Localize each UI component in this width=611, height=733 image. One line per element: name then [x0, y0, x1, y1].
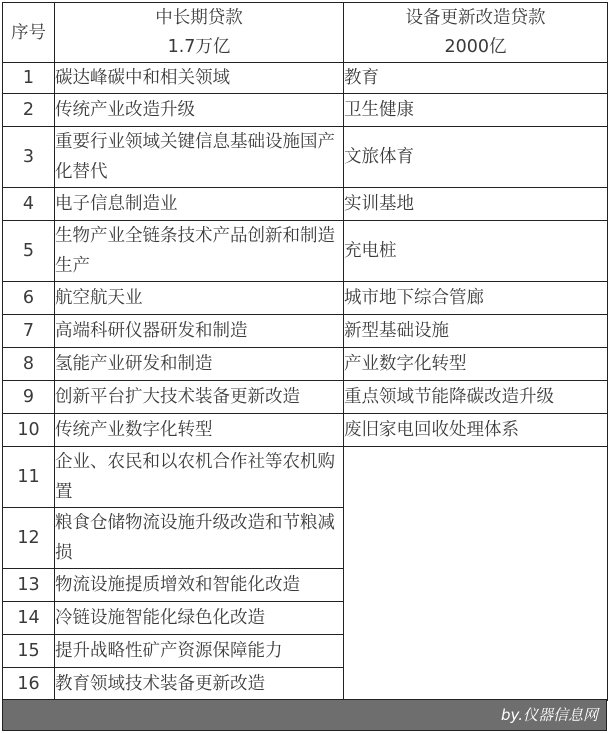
eq-loan-text: 教育: [344, 68, 379, 88]
mid-loan-text: 生物产业全链条技术产品创新和制造生产: [55, 226, 335, 276]
row-number: 16: [3, 668, 55, 701]
mid-loan-text: 传统产业数字化转型: [55, 420, 213, 440]
table-row: [3, 315, 608, 348]
source-credit: by.仪器信息网: [500, 706, 598, 724]
table-row: [3, 221, 608, 282]
eq-loan-text: 卫生健康: [344, 100, 414, 120]
mid-loan-text: 提升战略性矿产资源保障能力: [55, 641, 283, 661]
row-number: 3: [3, 127, 55, 188]
table-row: [3, 94, 608, 127]
table-row: [3, 381, 608, 414]
mid-loan-text: 重要行业领域关键信息基础设施国产化替代: [55, 132, 335, 182]
mid-loan-text: 粮食仓储物流设施升级改造和节粮减损: [55, 513, 335, 563]
mid-loan-item: [55, 127, 344, 188]
table-row: [3, 127, 608, 188]
eq-loan-item: [344, 94, 608, 127]
mid-loan-item: [55, 63, 344, 94]
eq-loan-text: 重点领域节能降碳改造升级: [344, 387, 554, 407]
eq-loan-text: 实训基地: [344, 194, 414, 214]
eq-loan-item: [344, 414, 608, 447]
mid-loan-item: [55, 348, 344, 381]
mid-loan-text: 传统产业改造升级: [55, 100, 195, 120]
mid-loan-item: [55, 282, 344, 315]
mid-loan-text: 电子信息制造业: [55, 194, 178, 214]
eq-loan-text: 废旧家电回收处理体系: [344, 420, 519, 440]
header-eq-title: 设备更新改造贷款: [405, 7, 546, 28]
footer-bar: [2, 699, 607, 731]
row-number: 10: [3, 414, 55, 447]
table-row: [3, 188, 608, 221]
eq-loan-text: 充电桩: [344, 241, 397, 261]
header-mid-long-term-loans: [55, 3, 344, 63]
table-row: [3, 282, 608, 315]
mid-loan-text: 航空航天业: [55, 288, 143, 308]
mid-loan-item: [55, 188, 344, 221]
header-mid-title: 中长期贷款: [155, 7, 243, 28]
mid-loan-text: 物流设施提质增效和智能化改造: [55, 575, 300, 595]
row-number: 15: [3, 635, 55, 668]
row-number: 2: [3, 94, 55, 127]
eq-empty-cell: [344, 447, 608, 701]
eq-loan-item: [344, 282, 608, 315]
row-number: 11: [3, 447, 55, 508]
row-number: 8: [3, 348, 55, 381]
row-number: 5: [3, 221, 55, 282]
table-row: [3, 63, 608, 94]
header-no: 序号: [3, 3, 55, 63]
eq-loan-item: [344, 381, 608, 414]
row-number: 14: [3, 602, 55, 635]
row-number: 1: [3, 63, 55, 94]
mid-loan-item: [55, 447, 344, 508]
row-number: 7: [3, 315, 55, 348]
table-row: [3, 414, 608, 447]
mid-loan-item: [55, 508, 344, 569]
mid-loan-item: [55, 94, 344, 127]
header-mid-amount: 1.7万亿: [167, 36, 231, 57]
row-number: 12: [3, 508, 55, 569]
mid-loan-item: [55, 381, 344, 414]
mid-loan-item: [55, 569, 344, 602]
eq-loan-text: 城市地下综合管廊: [344, 288, 484, 308]
header-row: [3, 3, 608, 63]
table-row: [3, 447, 608, 508]
eq-loan-text: 产业数字化转型: [344, 354, 467, 374]
mid-loan-item: [55, 635, 344, 668]
header-equipment-renewal-loans: [344, 3, 608, 63]
mid-loan-item: [55, 221, 344, 282]
mid-loan-item: [55, 315, 344, 348]
mid-loan-text: 创新平台扩大技术装备更新改造: [55, 387, 300, 407]
eq-loan-item: [344, 188, 608, 221]
eq-loan-item: [344, 127, 608, 188]
row-number: 6: [3, 282, 55, 315]
mid-loan-text: 冷链设施智能化绿色化改造: [55, 608, 265, 628]
mid-loan-item: [55, 602, 344, 635]
row-number: 13: [3, 569, 55, 602]
mid-loan-text: 企业、农民和以农机合作社等农机购置: [55, 452, 335, 502]
loan-table: [2, 2, 608, 701]
eq-loan-text: 新型基础设施: [344, 321, 449, 341]
eq-loan-text: 文旅体育: [344, 147, 414, 167]
eq-loan-item: [344, 348, 608, 381]
mid-loan-text: 氢能产业研发和制造: [55, 354, 213, 374]
mid-loan-item: [55, 414, 344, 447]
eq-loan-item: [344, 63, 608, 94]
row-number: 9: [3, 381, 55, 414]
eq-loan-item: [344, 315, 608, 348]
mid-loan-text: 碳达峰碳中和相关领域: [55, 68, 230, 88]
eq-loan-item: [344, 221, 608, 282]
mid-loan-item: [55, 668, 344, 701]
mid-loan-text: 高端科研仪器研发和制造: [55, 321, 248, 341]
header-eq-amount: 2000亿: [444, 36, 507, 57]
row-number: 4: [3, 188, 55, 221]
mid-loan-text: 教育领域技术装备更新改造: [55, 674, 265, 694]
table-row: [3, 348, 608, 381]
